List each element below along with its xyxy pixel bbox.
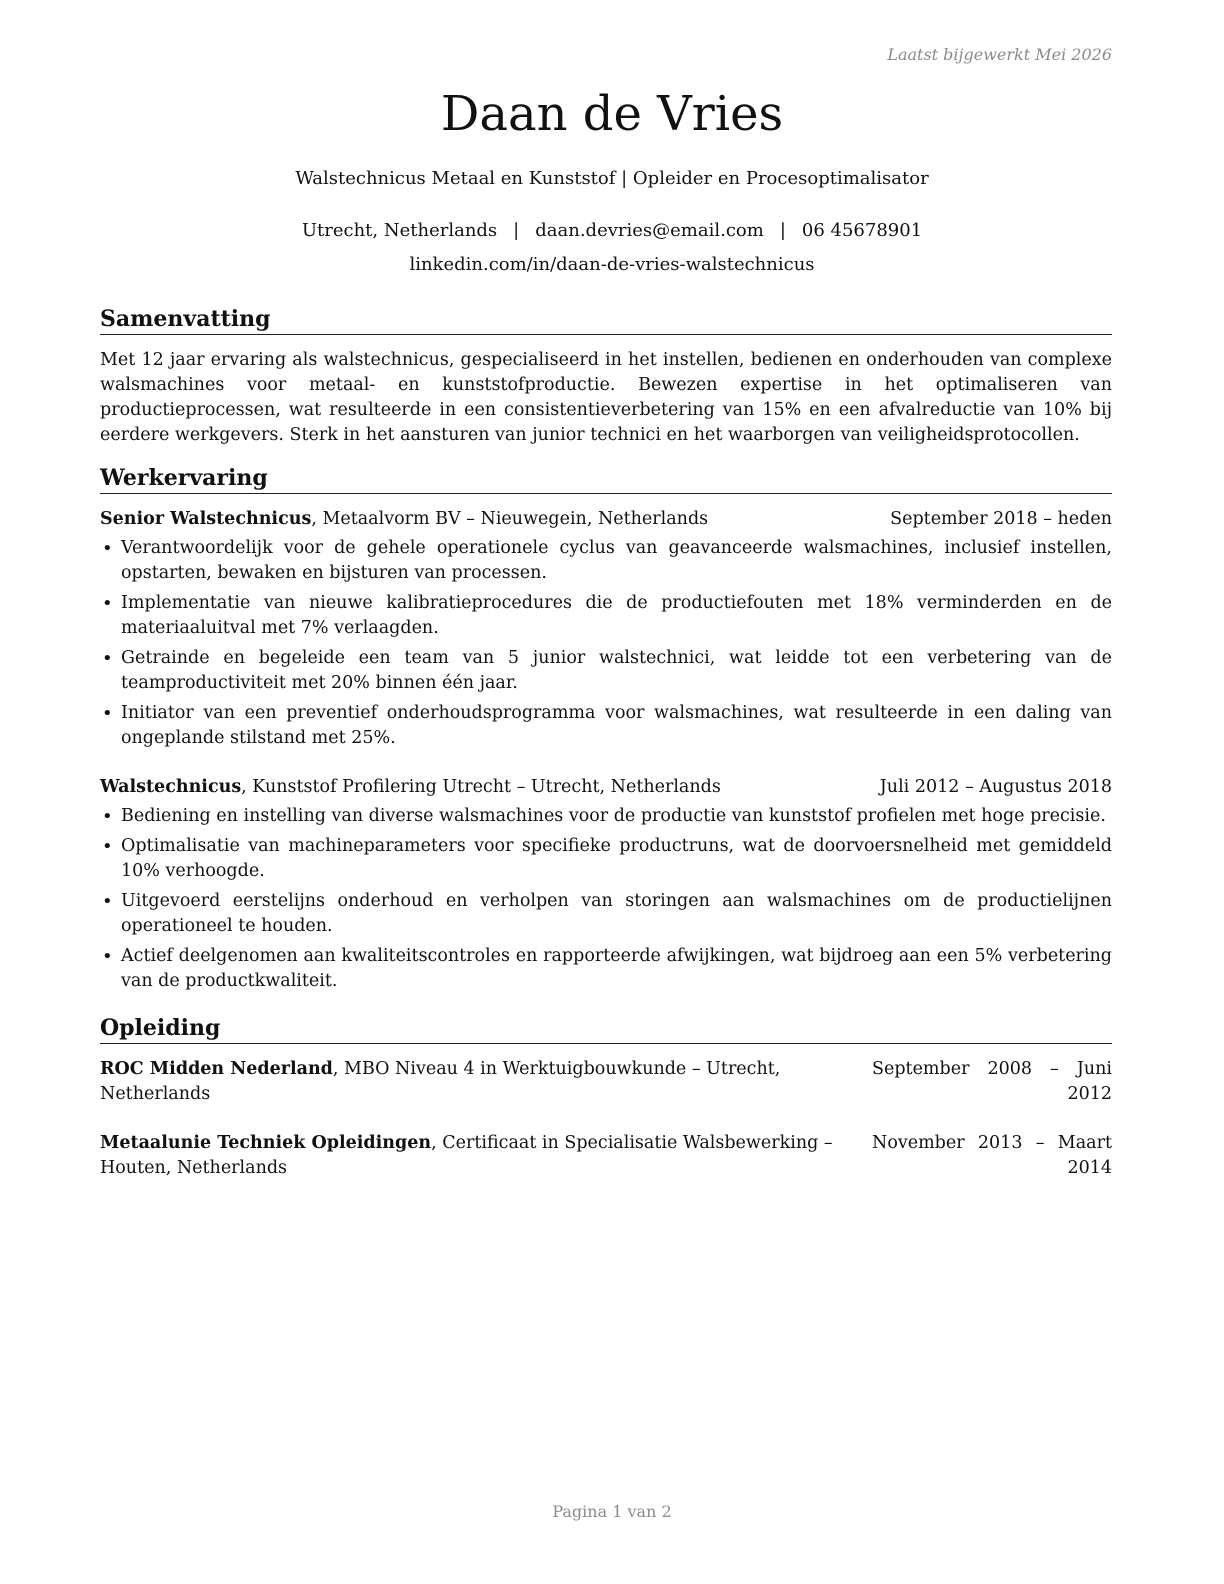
summary-text: Met 12 jaar ervaring als walstechnicus, gespecialiseerd in het instellen, bedienen en onderhouden van complexe walsmachines voor metaal- en kunststofproductie. Bewezen expertise in het optimaliseren van productieprocessen, wat resulteerde in een consistentieverbetering van 15% en een afvalreductie van 10% bij eerdere werkgevers. Sterk in het aansturen van junior technici en het waarborgen van veiligheidsprotocollen. <box>100 350 1112 445</box>
education-period: September 2008 – Juni <box>872 1059 1112 1079</box>
list-item: • Verantwoordelijk voor de gehele operationele cyclus van geavanceerde walsmachines, inclusief instellen, opstarten, bewaken en bijsturen van processen. <box>100 536 1112 586</box>
list-item: • Initiator van een preventief onderhoudsprogramma voor walsmachines, wat resulteerde in een daling van ongeplande stilstand met 25%. <box>100 701 1112 751</box>
section-title-education: Opleiding <box>100 1014 1112 1044</box>
education-period: November 2013 – Maart <box>872 1133 1112 1153</box>
contact-line <box>0 220 1224 241</box>
list-item: • Bediening en instelling van diverse walsmachines voor de productie van kunststof profielen met hoge precisie. <box>100 804 1112 829</box>
job-entry <box>100 775 1112 999</box>
job-company: , Kunststof Profilering Utrecht – Utrecht, Netherlands <box>241 777 721 797</box>
education-entry <box>100 1057 1112 1107</box>
section-title-experience: Werkervaring <box>100 464 1112 494</box>
job-header <box>100 507 1112 532</box>
section-title-summary: Samenvatting <box>100 305 1112 335</box>
job-bullets <box>100 804 1112 994</box>
job-company: , Metaalvorm BV – Nieuwegein, Netherlands <box>311 509 709 529</box>
education-period-year: 2012 <box>1067 1084 1112 1104</box>
separator: | <box>513 220 520 241</box>
school-name: Metaalunie Techniek Opleidingen <box>100 1133 432 1153</box>
last-updated: Laatst bijgewerkt Mei 2026 <box>887 45 1112 64</box>
list-item: • Implementatie van nieuwe kalibratieprocedures die de productiefouten met 18% verminderden en de materiaaluitval met 7% verlaagden. <box>100 591 1112 641</box>
list-item: • Actief deelgenomen aan kwaliteitscontroles en rapporteerde afwijkingen, wat bijdroeg aan een 5% verbetering van de productkwaliteit. <box>100 944 1112 994</box>
email-link[interactable]: daan.devries@email.com <box>535 220 764 241</box>
list-item: • Uitgevoerd eerstelijns onderhoud en verholpen van storingen aan walsmachines om de productielijnen operationeel te houden. <box>100 889 1112 939</box>
education-detail: , Certificaat in Specialisatie Walsbewerking – Houten, Netherlands <box>100 1133 833 1178</box>
location: Utrecht, Netherlands <box>301 220 498 241</box>
job-entry <box>100 507 1112 756</box>
separator: | <box>779 220 786 241</box>
job-role: Walstechnicus <box>100 777 242 797</box>
phone: 06 45678901 <box>801 220 923 241</box>
education-period-year: 2014 <box>1067 1158 1112 1178</box>
tagline: Walstechnicus Metaal en Kunststof | Opleider en Procesoptimalisator <box>295 168 929 189</box>
job-role: Senior Walstechnicus <box>100 509 312 529</box>
candidate-name: Daan de Vries <box>440 86 784 142</box>
school-name: ROC Midden Nederland <box>100 1059 333 1079</box>
list-item: • Getrainde en begeleide een team van 5 junior walstechnici, wat leidde tot een verbetering van de teamproductiviteit met 20% binnen één jaar. <box>100 646 1112 696</box>
page-number: Pagina 1 van 2 <box>552 1502 672 1521</box>
job-period: September 2018 – heden <box>890 509 1112 529</box>
job-header <box>100 775 1112 800</box>
linkedin-link[interactable]: linkedin.com/in/daan-de-vries-walstechnicus <box>409 254 815 275</box>
education-entry <box>100 1131 1112 1181</box>
list-item: • Optimalisatie van machineparameters voor specifieke productruns, wat de doorvoersnelheid met gemiddeld 10% verhoogde. <box>100 834 1112 884</box>
education-detail: , MBO Niveau 4 in Werktuigbouwkunde – Utrecht, Netherlands <box>100 1059 781 1104</box>
job-bullets <box>100 536 1112 751</box>
job-period: Juli 2012 – Augustus 2018 <box>879 777 1112 797</box>
